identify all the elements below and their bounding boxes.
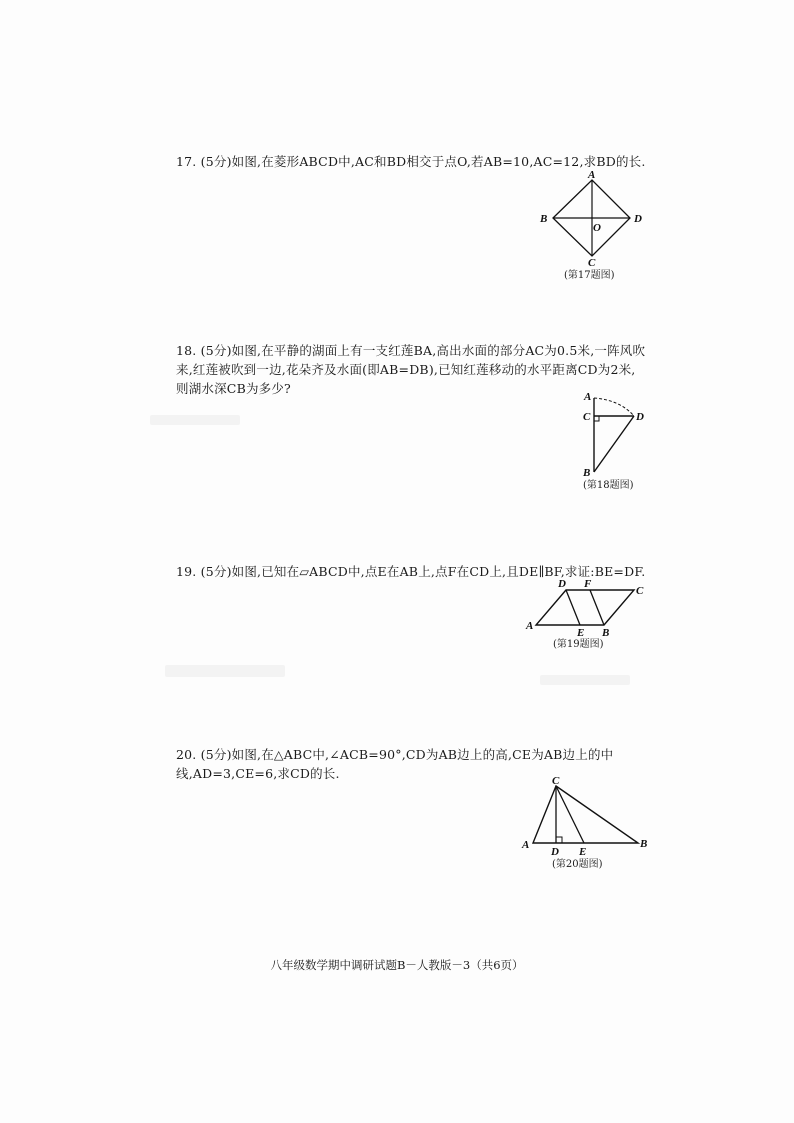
scan-smudge — [165, 665, 285, 677]
scan-smudge — [540, 675, 630, 685]
point-label-A: A — [588, 169, 596, 181]
problem-17-text: 17. (5分)如图,在菱形ABCD中,AC和BD相交于点O,若AB=10,AC=12,求BD的长. — [176, 154, 646, 169]
point-label-B: B — [540, 213, 548, 225]
problem-19-text: 19. (5分)如图,已知在▱ABCD中,点E在AB上,点F在CD上,且DE∥BF,求证:BE=DF. — [176, 564, 646, 579]
point-label-F: F — [584, 578, 592, 590]
point-label-B: B — [583, 467, 591, 479]
problem-20-caption: (第20题图) — [552, 859, 603, 870]
problem-19-caption: (第19题图) — [553, 639, 604, 650]
point-label-A: A — [584, 391, 592, 403]
page-footer: 八年级数学期中调研试题B－人教版－3（共6页） — [270, 958, 524, 972]
problem-20-figure — [518, 776, 653, 864]
point-label-D: D — [558, 578, 566, 590]
parallelogram-diagram — [522, 576, 652, 638]
problem-19-figure — [522, 576, 652, 642]
problem-18-text: 18. (5分)如图,在平静的湖面上有一支红莲BA,高出水面的部分AC为0.5米,一阵风吹来,红莲被吹到一边,花朵齐及水面(即AB=DB),已知红莲移动的水平距离CD为2米,则湖水深CB为多少? — [176, 343, 646, 396]
point-label-D: D — [634, 213, 642, 225]
problem-17-caption: (第17题图) — [564, 270, 615, 281]
point-label-D: D — [636, 411, 644, 423]
scan-smudge — [150, 415, 240, 425]
point-label-E: E — [579, 846, 587, 858]
rhombus-diagram — [530, 169, 650, 269]
point-label-O: O — [593, 222, 601, 234]
point-label-C: C — [552, 775, 560, 787]
point-label-E: E — [577, 627, 585, 639]
right-triangle-diagram — [518, 776, 653, 860]
point-label-B: B — [602, 627, 610, 639]
point-label-C: C — [583, 411, 591, 423]
problem-18-figure — [578, 390, 658, 484]
point-label-A: A — [526, 620, 534, 632]
point-label-B: B — [640, 838, 648, 850]
point-label-D: D — [551, 846, 559, 858]
point-label-C: C — [636, 585, 644, 597]
problem-18-caption: (第18题图) — [583, 480, 634, 491]
lotus-diagram — [578, 390, 658, 480]
problem-20-text: 20. (5分)如图,在△ABC中,∠ACB=90°,CD为AB边上的高,CE为AB边上的中线,AD=3,CE=6,求CD的长. — [176, 747, 614, 781]
point-label-A: A — [522, 839, 530, 851]
point-label-C: C — [588, 257, 596, 269]
problem-17-figure — [530, 170, 650, 269]
